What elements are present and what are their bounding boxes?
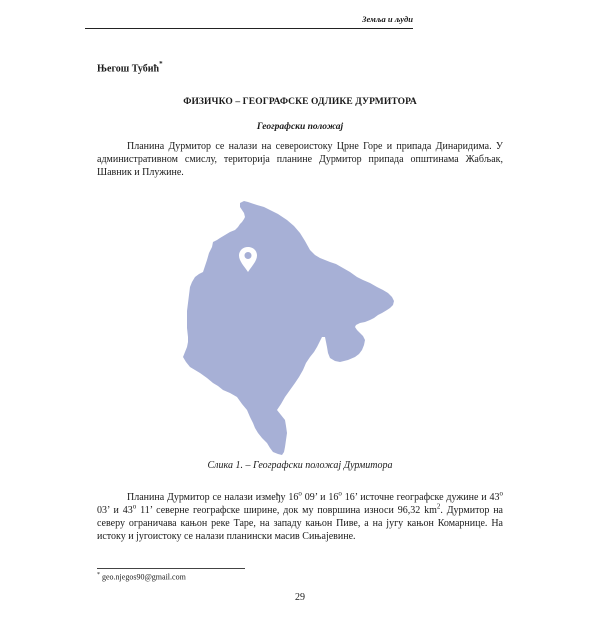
paragraph-2-text: Планина Дурмитор се налази између 16 — [127, 492, 299, 503]
author-footnote-marker[interactable]: * — [159, 60, 163, 68]
paragraph-2-text: 16’ источне географске дужине и 43 — [341, 492, 500, 503]
footnote-email-link[interactable]: geo.njegos90@gmail.com — [102, 572, 186, 582]
paragraph-2-text: 03’ и 43 — [97, 505, 133, 516]
paragraph-2-text: 09’ и 16 — [301, 492, 339, 503]
paragraph-2-text: . Дурмитор на северу ограничава кањон реке Таре, на западу кањон Пиве, а на југу кањон Комарнице. На истоку и југоистоку се налази планински масив Сињајевине. — [97, 505, 503, 542]
paragraph-1-text: Планина Дурмитор се налази на североистоку Црне Горе и припада Динаридима. У административном смислу, територија планине Дурмитор припада општинама Жабљак, Шавник и Плужине. — [97, 141, 503, 178]
degree-sign: o — [132, 502, 137, 511]
section-heading: Географски положај — [256, 122, 344, 132]
paragraph-2 — [97, 491, 503, 543]
degree-sign: o — [298, 489, 302, 498]
page-number: 29 — [295, 592, 305, 603]
footnote-marker: * — [97, 572, 100, 578]
paragraph-1 — [97, 140, 503, 179]
degree-sign: o — [499, 489, 503, 498]
footnote — [97, 572, 186, 582]
article-title: ФИЗИЧКО – ГЕОГРАФСКЕ ОДЛИКЕ ДУРМИТОРА — [183, 97, 417, 107]
header-rule — [85, 28, 413, 29]
footnote-rule — [97, 568, 245, 569]
degree-sign: o — [338, 489, 342, 498]
author-name: Његош Тубић — [97, 63, 160, 75]
author-line — [97, 61, 163, 74]
figure-caption: Слика 1. – Географски положај Дурмитора — [207, 460, 393, 471]
squared-superscript: 2 — [436, 502, 441, 511]
paragraph-2-text: 11’ северне географске ширине, док му површина износи 96,32 km — [136, 505, 437, 516]
montenegro-map-shape — [183, 201, 394, 455]
running-head: Земља и људи — [362, 14, 413, 24]
